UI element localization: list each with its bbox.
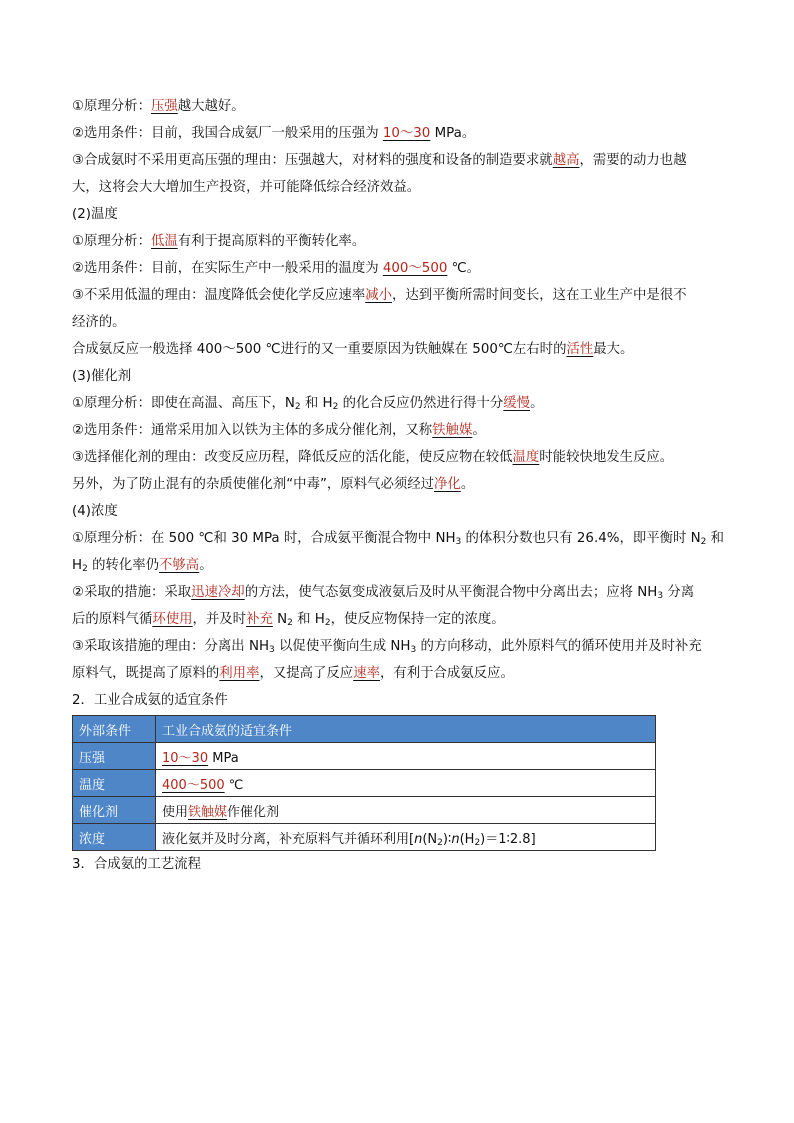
highlight-answer: 利用率 xyxy=(219,666,260,681)
row-value: 400～500 ℃ xyxy=(156,770,656,797)
highlight-answer: 环使用 xyxy=(152,612,193,627)
table-row xyxy=(73,770,656,797)
concentration-measure-cont: 后的原料气循环使用，并及时补充 $N_2$ 和 $H_2$，使反应物保持一定的浓度。 xyxy=(72,612,505,628)
concentration-principle-cont: $H_2$ 的转化率仍不够高。 xyxy=(72,558,213,574)
concentration-measure: ②采取的措施：采取迅速冷却的方法，使气态氨变成液氨后及时从平衡混合物中分离出去；应将 $NH_3$ 分离 xyxy=(72,585,695,601)
row-label: 温度 xyxy=(73,770,156,797)
section-title-temperature: (2)温度 xyxy=(72,207,118,222)
highlight-answer: 缓慢 xyxy=(503,396,531,411)
highlight-answer: 减小 xyxy=(365,288,392,303)
table-header-cell: 工业合成氨的适宜条件 xyxy=(156,716,656,743)
pressure-principle: ①原理分析：压强越大越好。 xyxy=(72,99,245,114)
table-header-cell: 外部条件 xyxy=(73,716,156,743)
catalyst-reason: ③选择催化剂的理由：改变反应历程，降低反应的活化能，使反应物在较低温度时能较快地发生反应。 xyxy=(72,450,674,465)
temperature-reason: ③不采用低温的理由：温度降低会使化学反应速率减小，达到平衡所需时间变长，这在工业生产中是很不 xyxy=(72,288,687,303)
heading-process-flow: 3．合成氨的工艺流程 xyxy=(72,857,202,872)
pressure-reason-cont: 大，这将会大大增加生产投资，并可能降低综合经济效益。 xyxy=(72,180,421,195)
pressure-condition: ②选用条件：目前，我国合成氨厂一般采用的压强为 10～30 MPa。 xyxy=(72,126,476,141)
highlight-answer: 压强 xyxy=(150,99,178,114)
section-title-catalyst: (3)催化剂 xyxy=(72,369,132,384)
highlight-answer: 铁触媒 xyxy=(188,804,228,820)
table-row xyxy=(73,824,656,851)
row-value: 10～30 MPa xyxy=(156,743,656,770)
catalyst-principle: ①原理分析：即使在高温、高压下，$N_2$ 和 $H_2$ 的化合反应仍然进行得十分缓慢。 xyxy=(72,396,544,412)
row-label: 浓度 xyxy=(73,824,156,851)
heading-suitable-conditions: 2．工业合成氨的适宜条件 xyxy=(72,693,228,708)
highlight-answer: 10～30 xyxy=(162,750,209,766)
catalyst-note: 另外，为了防止混有的杂质使催化剂“中毒”，原料气必须经过净化。 xyxy=(72,477,475,492)
highlight-answer: 速率 xyxy=(353,666,380,681)
highlight-answer: 低温 xyxy=(150,234,178,249)
table-row xyxy=(73,743,656,770)
pressure-reason: ③合成氨时不采用更高压强的理由：压强越大，对材料的强度和设备的制造要求就越高，需要的动力也越 xyxy=(72,153,687,168)
highlight-answer: 不够高 xyxy=(159,558,200,573)
document-body xyxy=(72,93,724,878)
highlight-answer: 400～500 xyxy=(382,261,448,276)
conditions-table xyxy=(72,715,656,851)
concentration-reason: ③采取该措施的理由：分离出 $NH_3$ 以促使平衡向生成 $NH_3$ 的方向移动，此外原料气的循环使用并及时补充 xyxy=(72,639,702,655)
highlight-answer: 活性 xyxy=(566,342,594,357)
highlight-answer: 温度 xyxy=(512,450,540,465)
concentration-reason-cont: 原料气，既提高了原料的利用率，又提高了反应速率，有利于合成氨反应。 xyxy=(72,666,514,681)
highlight-answer: 净化 xyxy=(434,477,461,492)
highlight-answer: 补充 xyxy=(246,612,273,627)
row-label: 压强 xyxy=(73,743,156,770)
highlight-answer: 迅速冷却 xyxy=(191,585,245,600)
section-title-concentration: (4)浓度 xyxy=(72,504,118,519)
temperature-condition: ②选用条件：目前，在实际生产中一般采用的温度为 400～500 ℃。 xyxy=(72,261,481,276)
temperature-reason-cont: 经济的。 xyxy=(72,315,126,330)
table-row xyxy=(73,797,656,824)
temperature-note: 合成氨反应一般选择 400～500 ℃进行的又一重要原因为铁触媒在 500℃左右时的活性最大。 xyxy=(72,342,634,357)
highlight-answer: 10～30 xyxy=(382,126,431,141)
row-label: 催化剂 xyxy=(73,797,156,824)
highlight-answer: 铁触媒 xyxy=(432,423,473,438)
highlight-answer: 400～500 xyxy=(162,777,225,793)
highlight-answer: 越高 xyxy=(552,153,580,168)
concentration-principle: ①原理分析：在 500 ℃和 30 MPa 时，合成氨平衡混合物中 $NH_3$ 的体积分数也只有 26.4%，即平衡时 $N_2$ 和 xyxy=(72,531,725,547)
row-value: 使用铁触媒作催化剂 xyxy=(156,797,656,824)
temperature-principle: ①原理分析：低温有利于提高原料的平衡转化率。 xyxy=(72,234,366,249)
row-value: 液化氨并及时分离，补充原料气并循环利用$[n(N_2)∶n(H_2)=1∶2.8]$ xyxy=(156,824,656,851)
table-header-row xyxy=(73,716,656,743)
catalyst-condition: ②选用条件：通常采用加入以铁为主体的多成分催化剂，又称铁触媒。 xyxy=(72,423,486,438)
